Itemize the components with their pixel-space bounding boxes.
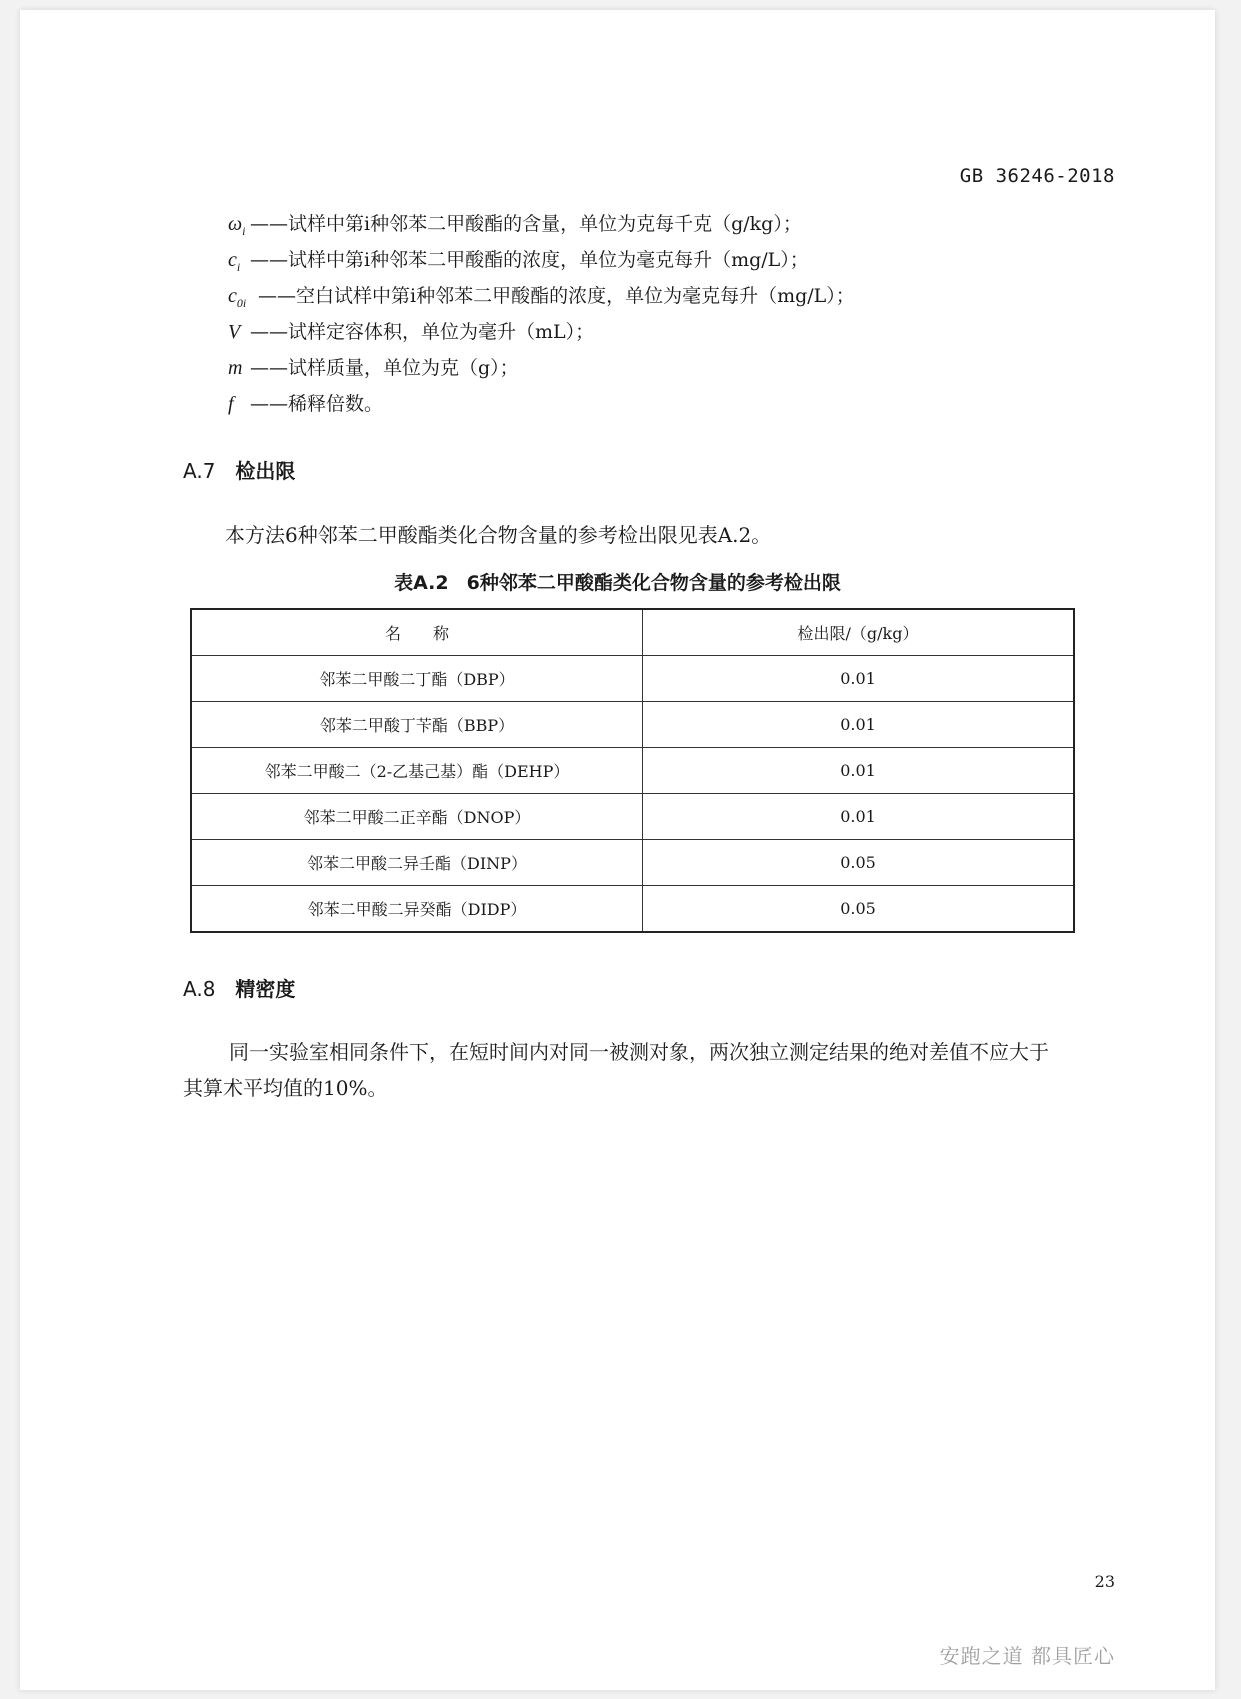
- variable-description: ——试样定容体积，单位为毫升（mL）；: [250, 321, 595, 343]
- variable-row: [228, 350, 855, 386]
- paragraph-line: 同一实验室相同条件下，在短时间内对同一被测对象，两次独立测定结果的绝对差值不应大于: [229, 1040, 1049, 1064]
- variable-row: [228, 386, 855, 422]
- section-title: 检出限: [235, 459, 296, 483]
- variable-symbol: V: [228, 321, 241, 343]
- table-row: [191, 840, 1074, 886]
- compound-name-cell: 邻苯二甲酸二丁酯（DBP）: [191, 656, 643, 702]
- variable-description: ——试样中第i种邻苯二甲酸酯的浓度，单位为毫克每升（mg/L）；: [250, 249, 809, 271]
- variable-row: [228, 278, 855, 314]
- section-number: A.7: [183, 459, 216, 483]
- limit-value-cell: 0.05: [643, 840, 1075, 886]
- compound-name-cell: 邻苯二甲酸二异癸酯（DIDP）: [191, 886, 643, 933]
- table-row: [191, 886, 1074, 933]
- detection-limit-table: [190, 608, 1075, 933]
- compound-name-cell: 邻苯二甲酸二异壬酯（DINP）: [191, 840, 643, 886]
- limit-value-cell: 0.05: [643, 886, 1075, 933]
- section-heading-a7: [183, 455, 295, 484]
- section-heading-a8: [183, 973, 295, 1002]
- table-caption: [20, 568, 1215, 595]
- column-header-limit: 检出限/（g/kg）: [643, 609, 1075, 656]
- variable-symbol: $c_{0i}$: [228, 285, 247, 310]
- variable-row: [228, 314, 855, 350]
- table-row: [191, 656, 1074, 702]
- compound-name-cell: 邻苯二甲酸二正辛酯（DNOP）: [191, 794, 643, 840]
- limit-value-cell: 0.01: [643, 794, 1075, 840]
- section-a8-paragraph: [183, 1034, 1123, 1106]
- section-number: A.8: [183, 977, 216, 1001]
- column-header-name: 名 称: [191, 609, 643, 656]
- section-title: 精密度: [235, 977, 296, 1001]
- table-caption-title: 6种邻苯二甲酸酯类化合物含量的参考检出限: [466, 572, 841, 594]
- table-row: [191, 702, 1074, 748]
- variable-row: [228, 242, 855, 278]
- variable-description: ——试样中第i种邻苯二甲酸酯的含量，单位为克每千克（g/kg）；: [250, 213, 802, 235]
- compound-name-cell: 邻苯二甲酸二（2-乙基己基）酯（DEHP）: [191, 748, 643, 794]
- variable-symbol: $c_i$: [228, 249, 241, 274]
- variable-symbol: m: [228, 357, 243, 379]
- paragraph-line: 其算术平均值的10%。: [183, 1076, 388, 1100]
- watermark-text: 安跑之道 都具匠心: [939, 1644, 1115, 1668]
- variable-description: ——试样质量，单位为克（g）；: [250, 357, 519, 379]
- table-row: [191, 748, 1074, 794]
- document-code: GB 36246-2018: [959, 165, 1115, 187]
- variable-description: ——空白试样中第i种邻苯二甲酸酯的浓度，单位为毫克每升（mg/L）；: [258, 285, 855, 307]
- page-number: 23: [1094, 1572, 1115, 1591]
- variable-definitions: [228, 206, 855, 422]
- limit-value-cell: 0.01: [643, 748, 1075, 794]
- limit-value-cell: 0.01: [643, 702, 1075, 748]
- variable-row: [228, 206, 855, 242]
- table-row: [191, 794, 1074, 840]
- table-header-row: [191, 609, 1074, 656]
- variable-symbol: $\omega_i$: [228, 213, 246, 238]
- compound-name-cell: 邻苯二甲酸丁苄酯（BBP）: [191, 702, 643, 748]
- document-page: [20, 10, 1215, 1690]
- limit-value-cell: 0.01: [643, 656, 1075, 702]
- table-caption-label: 表A.2: [394, 572, 449, 594]
- variable-description: ——稀释倍数。: [250, 393, 384, 415]
- variable-symbol: f: [228, 393, 234, 415]
- section-a7-paragraph: 本方法6种邻苯二甲酸酯类化合物含量的参考检出限见表A.2。: [225, 523, 772, 547]
